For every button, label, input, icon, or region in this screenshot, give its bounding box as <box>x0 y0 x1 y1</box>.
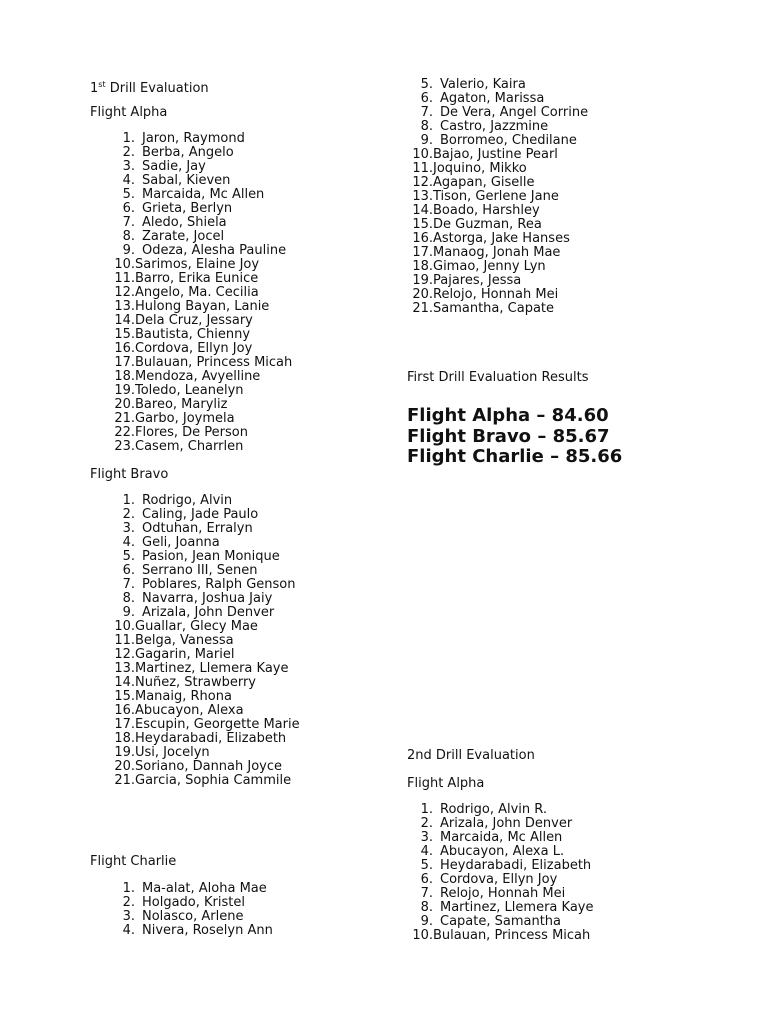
flight-charlie-list-part1 <box>90 882 273 938</box>
member-name: Belga, Vanessa <box>135 633 234 648</box>
list-item <box>388 887 593 901</box>
flight-bravo-list <box>90 494 300 788</box>
list-item <box>90 522 300 536</box>
list-number: 1. <box>122 493 135 508</box>
list-number: 16. <box>114 341 135 356</box>
member-name: Zarate, Jocel <box>142 229 225 244</box>
list-number: 5. <box>420 858 433 873</box>
list-item <box>388 148 588 162</box>
list-number: 21. <box>412 301 433 316</box>
member-name: De Guzman, Rea <box>433 217 542 232</box>
list-number: 5. <box>420 77 433 92</box>
list-number: 4. <box>122 535 135 550</box>
member-name: Boado, Harshley <box>433 203 540 218</box>
member-name: Aledo, Shiela <box>142 215 227 230</box>
list-item <box>90 732 300 746</box>
list-item <box>90 230 292 244</box>
list-item <box>90 564 300 578</box>
member-name: Caling, Jade Paulo <box>142 507 259 522</box>
list-number: 5. <box>122 187 135 202</box>
list-item <box>388 92 588 106</box>
list-item <box>90 286 292 300</box>
list-number: 15. <box>412 217 433 232</box>
member-name: Bareo, Maryliz <box>135 397 228 412</box>
list-number: 11. <box>114 633 135 648</box>
list-item <box>388 901 593 915</box>
second-flight-alpha-heading: Flight Alpha <box>407 776 485 791</box>
member-name: Samantha, Capate <box>433 301 555 316</box>
member-name: Castro, Jazzmine <box>440 119 549 134</box>
list-item <box>90 258 292 272</box>
list-number: 19. <box>412 273 433 288</box>
list-number: 10. <box>114 619 135 634</box>
member-name: Bulauan, Princess Micah <box>135 355 293 370</box>
list-number: 8. <box>122 591 135 606</box>
member-name: Borromeo, Chedilane <box>440 133 577 148</box>
list-item <box>90 132 292 146</box>
list-item <box>90 760 300 774</box>
list-item <box>90 648 300 662</box>
member-name: Cordova, Ellyn Joy <box>135 341 253 356</box>
list-item <box>90 272 292 286</box>
member-name: Soriano, Dannah Joyce <box>135 759 283 774</box>
member-name: Agaton, Marissa <box>440 91 545 106</box>
list-item <box>388 120 588 134</box>
member-name: Mendoza, Avyelline <box>135 369 261 384</box>
member-name: De Vera, Angel Corrine <box>440 105 589 120</box>
member-name: Rodrigo, Alvin R. <box>440 802 547 817</box>
member-name: Joquino, Mikko <box>433 161 527 176</box>
member-name: Martinez, Llemera Kaye <box>440 900 594 915</box>
list-item <box>90 356 292 370</box>
list-item <box>90 606 300 620</box>
list-item <box>388 817 593 831</box>
member-name: Valerio, Kaira <box>440 77 526 92</box>
list-number: 3. <box>122 909 135 924</box>
list-item <box>90 160 292 174</box>
results-block <box>407 406 622 468</box>
list-item <box>388 274 588 288</box>
list-number: 4. <box>122 173 135 188</box>
list-number: 15. <box>114 689 135 704</box>
member-name: Casem, Charrlen <box>135 439 244 454</box>
member-name: Hulong Bayan, Lanie <box>135 299 270 314</box>
list-item <box>90 146 292 160</box>
member-name: Gagarin, Mariel <box>135 647 235 662</box>
list-item <box>388 218 588 232</box>
title-number: 1 <box>90 81 99 96</box>
member-name: Garcia, Sophia Cammile <box>135 773 292 788</box>
list-number: 20. <box>412 287 433 302</box>
list-number: 2. <box>122 507 135 522</box>
list-number: 18. <box>412 259 433 274</box>
list-item <box>388 302 588 316</box>
list-item <box>388 288 588 302</box>
list-item <box>388 859 593 873</box>
list-number: 16. <box>114 703 135 718</box>
list-number: 17. <box>114 717 135 732</box>
member-name: Escupin, Georgette Marie <box>135 717 300 732</box>
list-number: 3. <box>122 159 135 174</box>
list-item <box>388 176 588 190</box>
member-name: Arizala, John Denver <box>142 605 275 620</box>
list-number: 19. <box>114 745 135 760</box>
list-item <box>388 246 588 260</box>
list-number: 17. <box>412 245 433 260</box>
list-item <box>90 634 300 648</box>
member-name: Nuñez, Strawberry <box>135 675 256 690</box>
list-number: 11. <box>412 161 433 176</box>
member-name: Sarimos, Elaine Joy <box>135 257 260 272</box>
member-name: Garbo, Joymela <box>135 411 235 426</box>
list-item <box>90 882 273 896</box>
list-number: 13. <box>114 299 135 314</box>
list-item <box>90 494 300 508</box>
member-name: Jaron, Raymond <box>142 131 245 146</box>
list-item <box>90 202 292 216</box>
member-name: Serrano III, Senen <box>142 563 258 578</box>
list-number: 7. <box>420 105 433 120</box>
first-eval-title <box>90 78 209 96</box>
list-number: 11. <box>114 271 135 286</box>
member-name: Abucayon, Alexa L. <box>440 844 565 859</box>
list-number: 6. <box>420 872 433 887</box>
member-name: Sadie, Jay <box>142 159 206 174</box>
list-item <box>90 328 292 342</box>
list-number: 5. <box>122 549 135 564</box>
member-name: Ma-alat, Aloha Mae <box>142 881 267 896</box>
member-name: Abucayon, Alexa <box>135 703 244 718</box>
results-heading: First Drill Evaluation Results <box>407 370 589 385</box>
member-name: Marcaida, Mc Allen <box>142 187 265 202</box>
member-name: Manaog, Jonah Mae <box>433 245 561 260</box>
title-text: Drill Evaluation <box>105 81 209 96</box>
list-item <box>388 232 588 246</box>
list-item <box>388 845 593 859</box>
member-name: Rodrigo, Alvin <box>142 493 233 508</box>
member-name: Arizala, John Denver <box>440 816 573 831</box>
member-name: Pajares, Jessa <box>433 273 522 288</box>
list-number: 8. <box>420 119 433 134</box>
member-name: Agapan, Giselle <box>433 175 535 190</box>
list-number: 3. <box>122 521 135 536</box>
list-item <box>90 216 292 230</box>
list-number: 13. <box>412 189 433 204</box>
member-name: Relojo, Honnah Mei <box>440 886 566 901</box>
list-item <box>90 592 300 606</box>
member-name: Flores, De Person <box>135 425 248 440</box>
member-name: Berba, Angelo <box>142 145 234 160</box>
list-number: 20. <box>114 397 135 412</box>
list-number: 15. <box>114 327 135 342</box>
list-item <box>90 188 292 202</box>
list-item <box>388 134 588 148</box>
list-number: 12. <box>114 647 135 662</box>
member-name: Dela Cruz, Jessary <box>135 313 253 328</box>
list-item <box>90 300 292 314</box>
flight-alpha-list <box>90 132 292 454</box>
list-number: 1. <box>122 131 135 146</box>
list-item <box>90 398 292 412</box>
list-item <box>90 578 300 592</box>
member-name: Sabal, Kieven <box>142 173 231 188</box>
member-name: Marcaida, Mc Allen <box>440 830 563 845</box>
list-item <box>388 873 593 887</box>
flight-charlie-heading: Flight Charlie <box>90 854 177 869</box>
member-name: Holgado, Kristel <box>142 895 245 910</box>
member-name: Bautista, Chienny <box>135 327 251 342</box>
flight-bravo-heading: Flight Bravo <box>90 467 169 482</box>
member-name: Bajao, Justine Pearl <box>433 147 558 162</box>
list-number: 14. <box>114 313 135 328</box>
list-number: 12. <box>412 175 433 190</box>
list-number: 8. <box>122 229 135 244</box>
list-item <box>90 314 292 328</box>
list-number: 17. <box>114 355 135 370</box>
list-number: 7. <box>122 215 135 230</box>
list-item <box>90 384 292 398</box>
flight-charlie-list-part2 <box>388 78 588 316</box>
member-name: Relojo, Honnah Mei <box>433 287 559 302</box>
list-number: 9. <box>420 133 433 148</box>
member-name: Heydarabadi, Elizabeth <box>135 731 287 746</box>
list-item <box>90 244 292 258</box>
list-number: 12. <box>114 285 135 300</box>
member-name: Cordova, Ellyn Joy <box>440 872 558 887</box>
list-number: 21. <box>114 773 135 788</box>
list-item <box>90 910 273 924</box>
list-number: 7. <box>420 886 433 901</box>
list-item <box>90 440 292 454</box>
list-item <box>90 690 300 704</box>
list-number: 6. <box>122 563 135 578</box>
list-item <box>388 260 588 274</box>
member-name: Nivera, Roselyn Ann <box>142 923 273 938</box>
list-number: 6. <box>122 201 135 216</box>
list-number: 9. <box>122 605 135 620</box>
list-item <box>90 620 300 634</box>
list-item <box>90 508 300 522</box>
member-name: Heydarabadi, Elizabeth <box>440 858 592 873</box>
member-name: Navarra, Joshua Jaiy <box>142 591 273 606</box>
list-number: 18. <box>114 369 135 384</box>
list-item <box>388 204 588 218</box>
member-name: Grieta, Berlyn <box>142 201 233 216</box>
list-item <box>90 342 292 356</box>
list-number: 3. <box>420 830 433 845</box>
list-item <box>388 106 588 120</box>
member-name: Martinez, Llemera Kaye <box>135 661 289 676</box>
member-name: Guallar, Glecy Mae <box>135 619 258 634</box>
list-number: 1. <box>122 881 135 896</box>
member-name: Toledo, Leanelyn <box>135 383 244 398</box>
list-item <box>90 536 300 550</box>
member-name: Barro, Erika Eunice <box>135 271 259 286</box>
list-number: 23. <box>114 439 135 454</box>
list-number: 13. <box>114 661 135 676</box>
list-item <box>388 78 588 92</box>
list-number: 7. <box>122 577 135 592</box>
list-item <box>90 704 300 718</box>
title-superscript: st <box>98 80 106 89</box>
list-item <box>388 190 588 204</box>
list-number: 21. <box>114 411 135 426</box>
list-item <box>90 746 300 760</box>
list-item <box>90 676 300 690</box>
member-name: Manaig, Rhona <box>135 689 232 704</box>
list-number: 16. <box>412 231 433 246</box>
list-number: 14. <box>114 675 135 690</box>
list-item <box>90 174 292 188</box>
flight-alpha-heading: Flight Alpha <box>90 105 168 120</box>
list-item <box>388 831 593 845</box>
list-item <box>90 370 292 384</box>
list-number: 10. <box>412 928 433 943</box>
member-name: Odeza, Alesha Pauline <box>142 243 287 258</box>
list-item <box>90 412 292 426</box>
member-name: Gimao, Jenny Lyn <box>433 259 546 274</box>
list-number: 2. <box>420 816 433 831</box>
list-item <box>90 774 300 788</box>
member-name: Tison, Gerlene Jane <box>433 189 559 204</box>
list-number: 14. <box>412 203 433 218</box>
second-flight-alpha-list <box>388 803 593 943</box>
list-number: 10. <box>114 257 135 272</box>
member-name: Astorga, Jake Hanses <box>433 231 570 246</box>
result-bravo: Flight Bravo – 85.67 <box>407 425 610 447</box>
list-item <box>90 662 300 676</box>
list-item <box>90 426 292 440</box>
list-number: 9. <box>122 243 135 258</box>
list-number: 4. <box>420 844 433 859</box>
list-number: 2. <box>122 145 135 160</box>
list-number: 10. <box>412 147 433 162</box>
list-number: 19. <box>114 383 135 398</box>
list-number: 2. <box>122 895 135 910</box>
member-name: Capate, Samantha <box>440 914 562 929</box>
result-alpha: Flight Alpha – 84.60 <box>407 405 609 426</box>
member-name: Usi, Jocelyn <box>135 745 210 760</box>
list-item <box>90 550 300 564</box>
list-item <box>388 915 593 929</box>
member-name: Bulauan, Princess Micah <box>433 928 591 943</box>
list-number: 6. <box>420 91 433 106</box>
list-number: 20. <box>114 759 135 774</box>
member-name: Odtuhan, Erralyn <box>142 521 253 536</box>
member-name: Angelo, Ma. Cecilia <box>135 285 259 300</box>
result-charlie: Flight Charlie – 85.66 <box>407 446 623 467</box>
list-number: 4. <box>122 923 135 938</box>
member-name: Geli, Joanna <box>142 535 220 550</box>
list-item <box>90 718 300 732</box>
list-number: 1. <box>420 802 433 817</box>
list-number: 9. <box>420 914 433 929</box>
list-number: 18. <box>114 731 135 746</box>
list-number: 8. <box>420 900 433 915</box>
member-name: Pasion, Jean Monique <box>142 549 280 564</box>
list-number: 22. <box>114 425 135 440</box>
list-item <box>90 924 273 938</box>
list-item <box>388 162 588 176</box>
list-item <box>388 929 593 943</box>
member-name: Poblares, Ralph Genson <box>142 577 296 592</box>
list-item <box>90 896 273 910</box>
list-item <box>388 803 593 817</box>
second-eval-title: 2nd Drill Evaluation <box>407 748 535 763</box>
member-name: Nolasco, Arlene <box>142 909 244 924</box>
